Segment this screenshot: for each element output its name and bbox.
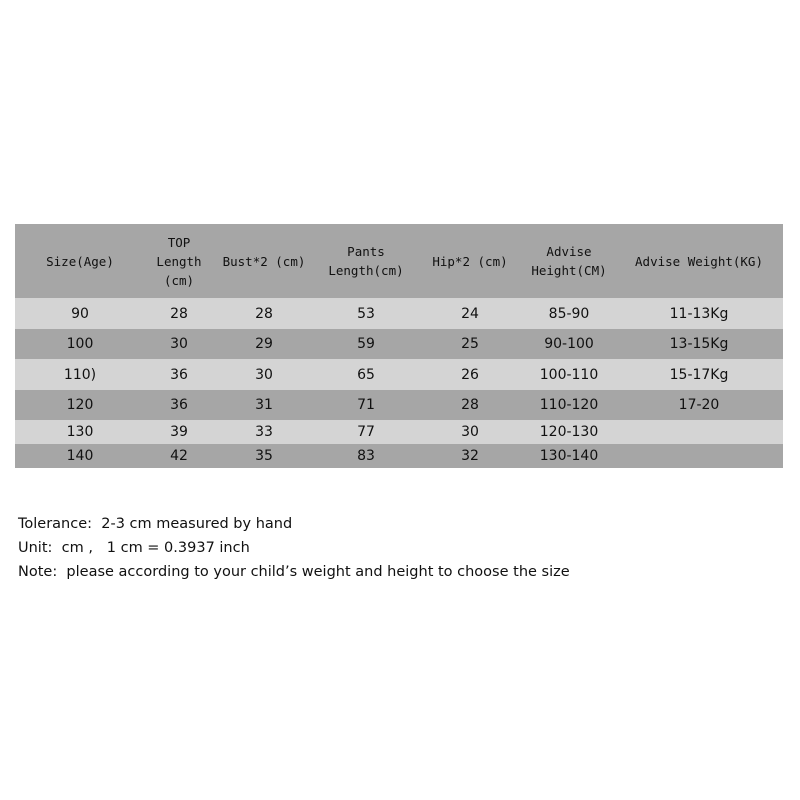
- table-cell: 90-100: [544, 336, 594, 352]
- table-cell: 30: [461, 424, 479, 440]
- table-cell: 71: [357, 397, 375, 413]
- header-line: Advise: [546, 244, 592, 259]
- table-cell: [615, 444, 783, 468]
- header-line: Length: [156, 253, 202, 269]
- header-line: Height(CM): [531, 263, 607, 278]
- table-cell: 17-20: [678, 397, 720, 413]
- header-top-length: [145, 224, 213, 298]
- unit-note: Unit: cm , 1 cm = 0.3937 inch: [18, 540, 250, 556]
- header-line: (cm): [163, 272, 195, 288]
- header-line: Length(cm): [328, 263, 404, 278]
- table-row: [15, 390, 783, 420]
- table-cell: 13-15Kg: [669, 336, 729, 352]
- table-cell: 42: [170, 448, 188, 464]
- header-line: Advise Weight(KG): [635, 253, 763, 269]
- table-cell: 31: [255, 397, 273, 413]
- table-cell: 30: [255, 366, 273, 383]
- table-cell: 59: [357, 336, 375, 352]
- table-cell: 29: [255, 336, 273, 352]
- header-size-age: [15, 224, 145, 298]
- table-cell: 28: [255, 305, 273, 322]
- table-cell: 32: [461, 448, 479, 464]
- table-cell: 140: [66, 448, 94, 464]
- choose-size-note: Note: please according to your child’s weight and height to choose the size: [18, 564, 570, 580]
- table-cell: 30: [170, 336, 188, 352]
- table-cell: 53: [357, 305, 375, 322]
- table-cell: 65: [357, 366, 375, 383]
- table-cell: 35: [255, 448, 273, 464]
- table-row: [15, 420, 783, 444]
- table-cell: 25: [461, 336, 479, 352]
- table-cell: 15-17Kg: [669, 366, 729, 383]
- table-cell: 11-13Kg: [669, 305, 729, 322]
- table-header-row: [15, 224, 783, 298]
- header-bust: [213, 224, 315, 298]
- table-cell: 77: [357, 424, 375, 440]
- table-cell: 24: [461, 305, 479, 322]
- header-advise-height: [523, 224, 615, 298]
- table-cell: 130-140: [539, 448, 599, 464]
- table-cell: 33: [255, 424, 273, 440]
- table-row: [15, 359, 783, 390]
- table-cell: 130: [66, 424, 94, 440]
- table-cell: 110-120: [539, 397, 599, 413]
- header-line: Pants: [347, 244, 385, 259]
- table-cell: 120-130: [539, 424, 599, 440]
- header-line: TOP: [167, 234, 191, 250]
- table-row: [15, 298, 783, 329]
- table-cell: 39: [170, 424, 188, 440]
- size-chart-table: [15, 224, 783, 468]
- size-notes: [18, 512, 570, 584]
- header-hip: [417, 224, 523, 298]
- table-cell: 100: [66, 336, 94, 352]
- table-cell: 120: [66, 397, 94, 413]
- table-cell: 26: [461, 366, 479, 383]
- header-line: Hip*2 (cm): [432, 253, 508, 269]
- table-cell: 100-110: [539, 366, 599, 383]
- table-cell: 28: [461, 397, 479, 413]
- header-advise-weight: [615, 224, 783, 298]
- header-pants-length: [315, 224, 417, 298]
- table-cell: 28: [170, 305, 188, 322]
- table-cell: 36: [170, 366, 188, 383]
- table-cell: 83: [357, 448, 375, 464]
- table-cell: 36: [170, 397, 188, 413]
- table-cell: 110): [63, 366, 97, 383]
- table-cell: [615, 420, 783, 444]
- header-line: Size(Age): [46, 253, 114, 269]
- header-line: Bust*2 (cm): [222, 253, 306, 269]
- table-cell: 90: [71, 305, 89, 322]
- tolerance-note: Tolerance: 2-3 cm measured by hand: [18, 516, 293, 532]
- table-cell: 85-90: [548, 305, 590, 322]
- table-row: [15, 329, 783, 359]
- table-row: [15, 444, 783, 468]
